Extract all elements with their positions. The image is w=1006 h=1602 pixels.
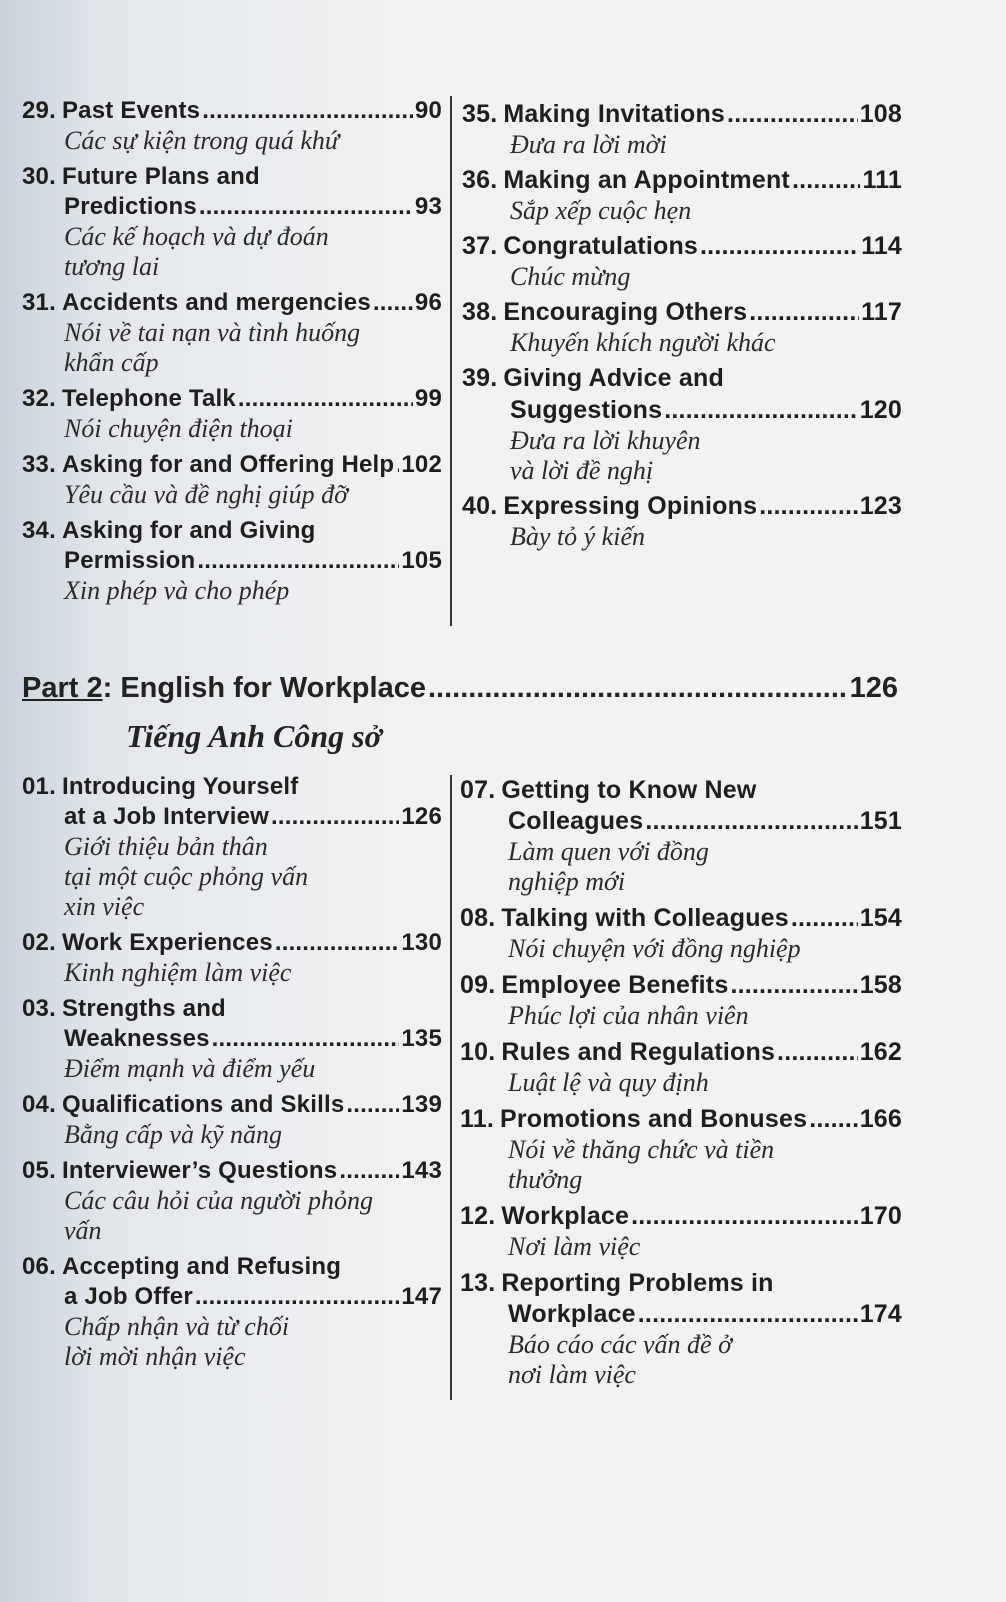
entry-title-line bbox=[460, 1201, 902, 1232]
entry-title-line bbox=[22, 1282, 442, 1312]
toc-entry[interactable] bbox=[460, 1268, 902, 1390]
entry-title: Past Events bbox=[61, 97, 201, 124]
entry-translation: nghiệp mới bbox=[508, 867, 626, 896]
entry-title-line bbox=[22, 1156, 442, 1186]
entry-page-number: 158 bbox=[859, 971, 902, 999]
entry-translation: Giới thiệu bản thân bbox=[64, 832, 268, 861]
entry-number: 06. bbox=[22, 1253, 56, 1280]
entry-title: Strengths and bbox=[61, 995, 226, 1022]
entry-title: Making an Appointment bbox=[503, 166, 790, 194]
entry-translation: vấn bbox=[64, 1216, 102, 1245]
entry-number: 11. bbox=[460, 1105, 494, 1133]
dot-leader bbox=[631, 1201, 858, 1232]
entry-page-number: 166 bbox=[859, 1105, 902, 1133]
entry-title-line bbox=[462, 164, 902, 196]
dot-leader bbox=[730, 970, 857, 1001]
entry-title: a Job Offer bbox=[64, 1283, 193, 1310]
entry-page-number: 139 bbox=[401, 1091, 442, 1118]
entry-number: 08. bbox=[460, 904, 496, 932]
entry-title-line bbox=[460, 1037, 902, 1068]
entry-title-line bbox=[460, 970, 902, 1001]
toc-entry[interactable] bbox=[22, 384, 442, 444]
entry-title: Colleagues bbox=[508, 807, 644, 835]
dot-leader bbox=[346, 1090, 399, 1120]
entry-number: 12. bbox=[460, 1202, 496, 1230]
entry-page-number: 123 bbox=[859, 492, 902, 520]
entry-title-line bbox=[462, 296, 902, 328]
entry-title-line bbox=[22, 96, 442, 126]
entry-number: 38. bbox=[462, 298, 498, 326]
entry-title-line bbox=[460, 903, 902, 934]
entry-page-number: 93 bbox=[414, 193, 442, 220]
toc-entry[interactable] bbox=[22, 288, 442, 378]
entry-page-number: 114 bbox=[861, 232, 902, 260]
entry-page-number: 151 bbox=[859, 807, 902, 835]
toc-entry[interactable] bbox=[460, 970, 902, 1031]
entry-title-line bbox=[22, 516, 442, 546]
entry-page-number: 111 bbox=[862, 166, 902, 194]
entry-number: 40. bbox=[462, 492, 498, 520]
entry-title-line bbox=[462, 362, 902, 394]
toc-column-top-right bbox=[462, 98, 902, 556]
toc-entry[interactable] bbox=[22, 994, 442, 1084]
entry-number: 36. bbox=[462, 166, 498, 194]
toc-column-bottom-right bbox=[460, 775, 902, 1396]
entry-page-number: 130 bbox=[401, 929, 442, 956]
entry-page-number: 143 bbox=[401, 1157, 442, 1184]
dot-leader bbox=[202, 96, 413, 126]
entry-number: 31. bbox=[22, 289, 56, 316]
entry-title: Qualifications and Skills bbox=[61, 1091, 345, 1118]
entry-page-number: 154 bbox=[859, 904, 902, 932]
entry-title-line bbox=[22, 1090, 442, 1120]
part-2-heading[interactable] bbox=[22, 670, 898, 706]
entry-title: Accepting and Refusing bbox=[61, 1253, 342, 1280]
entry-number: 29. bbox=[22, 97, 56, 124]
entry-title-line bbox=[462, 490, 902, 522]
dot-leader bbox=[396, 450, 399, 480]
entry-translation: Chấp nhận và từ chối bbox=[64, 1312, 290, 1341]
entry-number: 09. bbox=[460, 971, 496, 999]
dot-leader bbox=[199, 192, 413, 222]
column-divider-top bbox=[450, 96, 452, 626]
entry-title-line bbox=[22, 162, 442, 192]
toc-column-bottom-left bbox=[22, 772, 442, 1378]
dot-leader bbox=[777, 1037, 858, 1068]
entry-translation: Luật lệ và quy định bbox=[508, 1068, 709, 1097]
entry-title-line bbox=[462, 394, 902, 426]
entry-title: Predictions bbox=[64, 193, 197, 220]
entry-title: Expressing Opinions bbox=[503, 492, 758, 520]
entry-title-line bbox=[460, 1268, 902, 1299]
entry-title-line bbox=[22, 772, 442, 802]
entry-page-number: 162 bbox=[859, 1038, 902, 1066]
dot-leader bbox=[195, 1282, 399, 1312]
entry-title-line bbox=[22, 1024, 442, 1054]
entry-page-number: 147 bbox=[401, 1283, 442, 1310]
entry-title: Introducing Yourself bbox=[61, 773, 299, 800]
entry-translation: Xin phép và cho phép bbox=[64, 576, 290, 605]
entry-translation: thưởng bbox=[508, 1165, 583, 1194]
dot-leader bbox=[638, 1299, 858, 1330]
entry-translation: Nói chuyện với đồng nghiệp bbox=[508, 934, 801, 963]
entry-number: 37. bbox=[462, 232, 498, 260]
entry-title-line bbox=[22, 192, 442, 222]
toc-entry[interactable] bbox=[462, 362, 902, 486]
part-page-number: 126 bbox=[849, 672, 898, 704]
entry-title: Asking for and Giving bbox=[61, 517, 316, 544]
dot-leader bbox=[759, 490, 857, 522]
entry-translation: Đưa ra lời khuyên bbox=[510, 426, 701, 455]
entry-number: 01. bbox=[22, 773, 56, 800]
entry-page-number: 90 bbox=[414, 97, 442, 124]
entry-title: Suggestions bbox=[510, 396, 663, 424]
entry-translation: Làm quen với đồng bbox=[508, 837, 709, 866]
entry-title-line bbox=[22, 802, 442, 832]
dot-leader bbox=[809, 1104, 857, 1135]
toc-entry[interactable] bbox=[22, 162, 442, 282]
entry-page-number: 96 bbox=[414, 289, 442, 316]
entry-translation: Phúc lợi của nhân viên bbox=[508, 1001, 749, 1030]
entry-page-number: 108 bbox=[859, 100, 902, 128]
entry-translation: Sắp xếp cuộc hẹn bbox=[510, 196, 692, 225]
entry-translation: Các câu hỏi của người phỏng bbox=[64, 1186, 373, 1215]
entry-number: 35. bbox=[462, 100, 498, 128]
entry-title: Workplace bbox=[508, 1300, 636, 1328]
entry-title: Getting to Know New bbox=[501, 776, 757, 804]
toc-entry[interactable] bbox=[22, 1090, 442, 1150]
entry-translation: Báo cáo các vấn đề ở bbox=[508, 1330, 732, 1359]
entry-title: Telephone Talk bbox=[61, 385, 236, 412]
entry-title: Interviewer’s Questions bbox=[61, 1157, 338, 1184]
dot-leader bbox=[212, 1024, 400, 1054]
entry-title-line bbox=[460, 1104, 902, 1135]
entry-translation: lời mời nhận việc bbox=[64, 1342, 246, 1371]
dot-leader bbox=[727, 98, 858, 130]
entry-page-number: 102 bbox=[401, 451, 442, 478]
entry-translation: Nói về tai nạn và tình huống bbox=[64, 318, 361, 347]
toc-entry[interactable] bbox=[22, 96, 442, 156]
toc-entry[interactable] bbox=[22, 772, 442, 922]
dot-leader bbox=[664, 394, 857, 426]
toc-entry[interactable] bbox=[462, 296, 902, 358]
toc-entry[interactable] bbox=[460, 1037, 902, 1098]
toc-entry[interactable] bbox=[22, 450, 442, 510]
entry-page-number: 105 bbox=[401, 547, 442, 574]
entry-title: Reporting Problems in bbox=[501, 1269, 774, 1297]
entry-page-number: 117 bbox=[861, 298, 902, 326]
toc-entry[interactable] bbox=[462, 490, 902, 552]
toc-entry[interactable] bbox=[462, 164, 902, 226]
dot-leader bbox=[645, 806, 857, 837]
dot-leader bbox=[700, 230, 859, 262]
entry-number: 33. bbox=[22, 451, 56, 478]
dot-leader bbox=[791, 903, 858, 934]
dot-leader bbox=[271, 802, 399, 832]
entry-title-line bbox=[22, 384, 442, 414]
entry-number: 39. bbox=[462, 364, 498, 392]
entry-translation: Các kế hoạch và dự đoán bbox=[64, 222, 329, 251]
entry-translation: Nói về thăng chức và tiền bbox=[508, 1135, 775, 1164]
entry-title: Giving Advice and bbox=[503, 364, 724, 392]
dot-leader bbox=[428, 670, 848, 706]
entry-translation: khẩn cấp bbox=[64, 348, 159, 377]
entry-title: Making Invitations bbox=[503, 100, 726, 128]
entry-translation: tương lai bbox=[64, 252, 160, 281]
dot-leader bbox=[275, 928, 400, 958]
dot-leader bbox=[197, 546, 399, 576]
toc-entry[interactable] bbox=[22, 1252, 442, 1372]
entry-translation: Các sự kiện trong quá khứ bbox=[64, 126, 340, 155]
toc-entry[interactable] bbox=[460, 775, 902, 897]
entry-translation: Nơi làm việc bbox=[508, 1232, 641, 1261]
entry-number: 05. bbox=[22, 1157, 56, 1184]
entry-number: 34. bbox=[22, 517, 56, 544]
dot-leader bbox=[792, 164, 860, 196]
entry-number: 13. bbox=[460, 1269, 496, 1297]
entry-page-number: 99 bbox=[414, 385, 442, 412]
entry-translation: tại một cuộc phỏng vấn bbox=[64, 862, 309, 891]
entry-translation: nơi làm việc bbox=[508, 1360, 636, 1389]
entry-number: 10. bbox=[460, 1038, 496, 1066]
entry-title: at a Job Interview bbox=[64, 803, 269, 830]
entry-number: 07. bbox=[460, 776, 496, 804]
entry-title: Congratulations bbox=[503, 232, 699, 260]
entry-page-number: 170 bbox=[859, 1202, 902, 1230]
entry-translation: xin việc bbox=[64, 892, 145, 921]
entry-title-line bbox=[22, 288, 442, 318]
toc-entry[interactable] bbox=[462, 98, 902, 160]
toc-entry[interactable] bbox=[22, 516, 442, 606]
column-divider-bottom bbox=[450, 775, 452, 1400]
dot-leader bbox=[749, 296, 859, 328]
entry-title: Accidents and mergencies bbox=[61, 289, 371, 316]
entry-number: 30. bbox=[22, 163, 56, 190]
entry-translation: Yêu cầu và đề nghị giúp đỡ bbox=[64, 480, 348, 509]
dot-leader bbox=[373, 288, 413, 318]
entry-title: Talking with Colleagues bbox=[501, 904, 789, 932]
entry-page-number: 135 bbox=[401, 1025, 442, 1052]
entry-page-number: 126 bbox=[401, 803, 442, 830]
entry-title-line bbox=[462, 98, 902, 130]
toc-entry[interactable] bbox=[460, 1104, 902, 1195]
entry-title: Work Experiences bbox=[61, 929, 273, 956]
entry-translation: Bày tỏ ý kiến bbox=[510, 522, 645, 551]
entry-title-line bbox=[22, 1252, 442, 1282]
entry-title-line bbox=[22, 928, 442, 958]
toc-entry[interactable] bbox=[22, 1156, 442, 1246]
toc-entry[interactable] bbox=[22, 928, 442, 988]
entry-title: Rules and Regulations bbox=[501, 1038, 776, 1066]
entry-translation: Chúc mừng bbox=[510, 262, 631, 291]
entry-translation: Khuyến khích người khác bbox=[510, 328, 776, 357]
part-2-subtitle: Tiếng Anh Công sở bbox=[126, 718, 382, 754]
entry-translation: và lời đề nghị bbox=[510, 456, 654, 485]
entry-title: Encouraging Others bbox=[503, 298, 748, 326]
toc-entry[interactable] bbox=[460, 1201, 902, 1262]
part-title: : English for Workplace bbox=[102, 672, 426, 704]
entry-title-line bbox=[460, 775, 902, 806]
entry-title-line bbox=[22, 546, 442, 576]
dot-leader bbox=[238, 384, 413, 414]
dot-leader bbox=[339, 1156, 399, 1186]
toc-column-top-left bbox=[22, 96, 442, 612]
part-label: Part 2 bbox=[22, 672, 103, 704]
entry-title-line bbox=[22, 450, 442, 480]
entry-title: Future Plans and bbox=[61, 163, 260, 190]
entry-title: Permission bbox=[64, 547, 196, 574]
entry-title: Employee Benefits bbox=[501, 971, 729, 999]
entry-number: 03. bbox=[22, 995, 56, 1022]
entry-page-number: 120 bbox=[859, 396, 902, 424]
entry-title-line bbox=[460, 1299, 902, 1330]
entry-title: Workplace bbox=[501, 1202, 630, 1230]
toc-entry[interactable] bbox=[462, 230, 902, 292]
entry-translation: Nói chuyện điện thoại bbox=[64, 414, 293, 443]
entry-title: Promotions and Bonuses bbox=[499, 1105, 808, 1133]
entry-number: 04. bbox=[22, 1091, 56, 1118]
entry-number: 02. bbox=[22, 929, 56, 956]
entry-title: Weaknesses bbox=[64, 1025, 210, 1052]
toc-entry[interactable] bbox=[460, 903, 902, 964]
entry-translation: Bằng cấp và kỹ năng bbox=[64, 1120, 283, 1149]
entry-number: 32. bbox=[22, 385, 56, 412]
entry-translation: Đưa ra lời mời bbox=[510, 130, 667, 159]
entry-title: Asking for and Offering Help bbox=[61, 451, 395, 478]
entry-translation: Điểm mạnh và điểm yếu bbox=[64, 1054, 316, 1083]
entry-title-line bbox=[22, 994, 442, 1024]
entry-translation: Kinh nghiệm làm việc bbox=[64, 958, 292, 987]
entry-title-line bbox=[460, 806, 902, 837]
entry-page-number: 174 bbox=[859, 1300, 902, 1328]
entry-title-line bbox=[462, 230, 902, 262]
